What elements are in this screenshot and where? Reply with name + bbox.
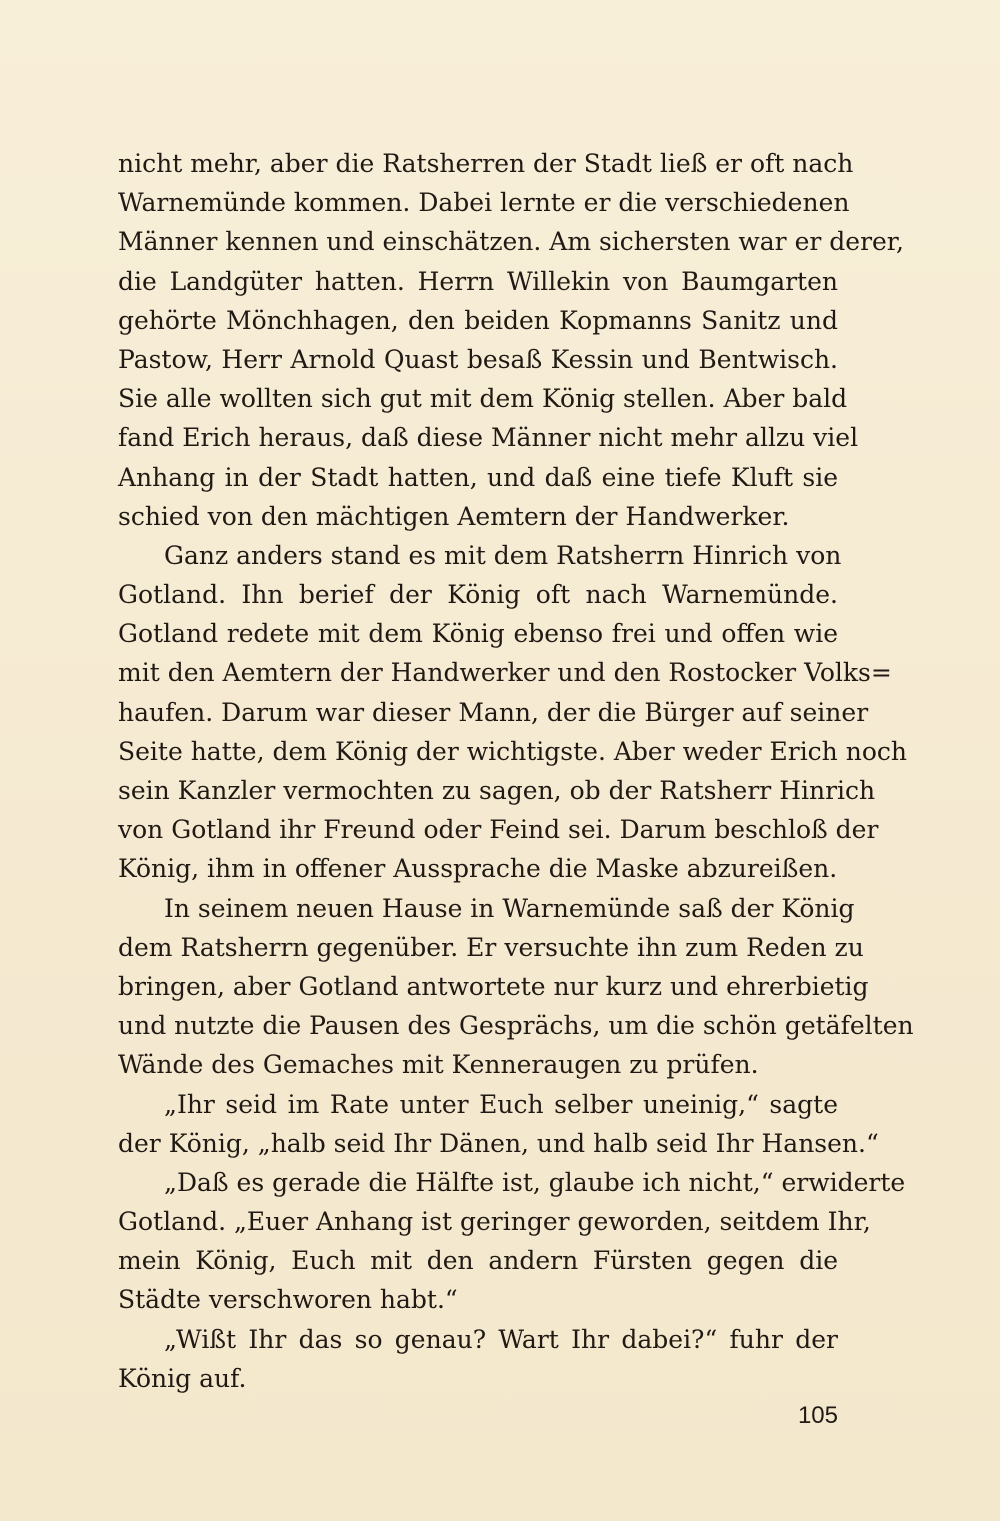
paragraph (118, 536, 907, 889)
text-line: König auf. (118, 1363, 247, 1393)
paragraph (118, 889, 914, 1085)
text-line: „Wißt Ihr das so genau? Wart Ihr dabei?“ fuhr der (164, 1324, 838, 1354)
text-line: haufen. Darum war dieser Mann, der die Bürger auf seiner (118, 697, 869, 727)
paragraph (118, 1085, 879, 1163)
paragraph (118, 1163, 906, 1320)
text-line: schied von den mächtigen Aemtern der Handwerker. (118, 501, 790, 531)
text-line: Sie alle wollten sich gut mit dem König stellen. Aber bald (118, 384, 848, 414)
text-line: fand Erich heraus, daß diese Männer nicht mehr allzu viel (118, 423, 859, 453)
text-line: Gotland redete mit dem König ebenso frei und offen wie (118, 619, 838, 649)
body-text (118, 144, 914, 1398)
text-line: Männer kennen und einschätzen. Am sichersten war er derer, (118, 227, 904, 257)
text-line: Ganz anders stand es mit dem Ratsherrn Hinrich von (164, 540, 842, 570)
text-line: Gotland. Ihn berief der König oft nach Warnemünde. (118, 580, 838, 610)
text-line: Wände des Gemaches mit Kenneraugen zu prüfen. (118, 1050, 759, 1080)
text-line: die Landgüter hatten. Herrn Willekin von Baumgarten (118, 266, 838, 296)
text-line: „Daß es gerade die Hälfte ist, glaube ich nicht,“ erwiderte (164, 1167, 906, 1197)
text-line: mein König, Euch mit den andern Fürsten gegen die (118, 1246, 838, 1276)
text-line: sein Kanzler vermochten zu sagen, ob der Ratsherr Hinrich (118, 776, 876, 805)
paragraph (118, 1320, 838, 1398)
text-line: von Gotland ihr Freund oder Feind sei. Darum beschloß der (118, 815, 879, 845)
page-number: 105 (797, 1402, 838, 1429)
text-line: Gotland. „Euer Anhang ist geringer geworden, seitdem Ihr, (118, 1207, 871, 1237)
text-line: Seite hatte, dem König der wichtigste. Aber weder Erich noch (118, 736, 907, 766)
text-line: „Ihr seid im Rate unter Euch selber uneinig,“ sagte (164, 1089, 838, 1119)
text-line: mit den Aemtern der Handwerker und den Rostocker Volks= (118, 658, 892, 688)
text-line: Warnemünde kommen. Dabei lernte er die verschiedenen (118, 188, 850, 218)
text-line: und nutzte die Pausen des Gesprächs, um die schön getäfelten (118, 1011, 914, 1041)
text-line: In seinem neuen Hause in Warnemünde saß der König (164, 893, 855, 923)
paragraph (118, 144, 904, 536)
text-line: der König, „halb seid Ihr Dänen, und halb seid Ihr Hansen.“ (118, 1128, 879, 1158)
text-line: bringen, aber Gotland antwortete nur kurz und ehrerbietig (118, 971, 869, 1001)
text-line: Anhang in der Stadt hatten, und daß eine tiefe Kluft sie (118, 462, 838, 492)
text-line: dem Ratsherrn gegenüber. Er versuchte ihn zum Reden zu (118, 932, 864, 962)
text-line: Städte verschworen habt.“ (118, 1285, 458, 1315)
text-line: nicht mehr, aber die Ratsherren der Stadt ließ er oft nach (118, 149, 854, 178)
text-line: gehörte Mönchhagen, den beiden Kopmanns Sanitz und (118, 305, 838, 335)
text-line: König, ihm in offener Aussprache die Maske abzureißen. (118, 854, 838, 884)
text-line: Pastow, Herr Arnold Quast besaß Kessin und Bentwisch. (118, 344, 838, 374)
